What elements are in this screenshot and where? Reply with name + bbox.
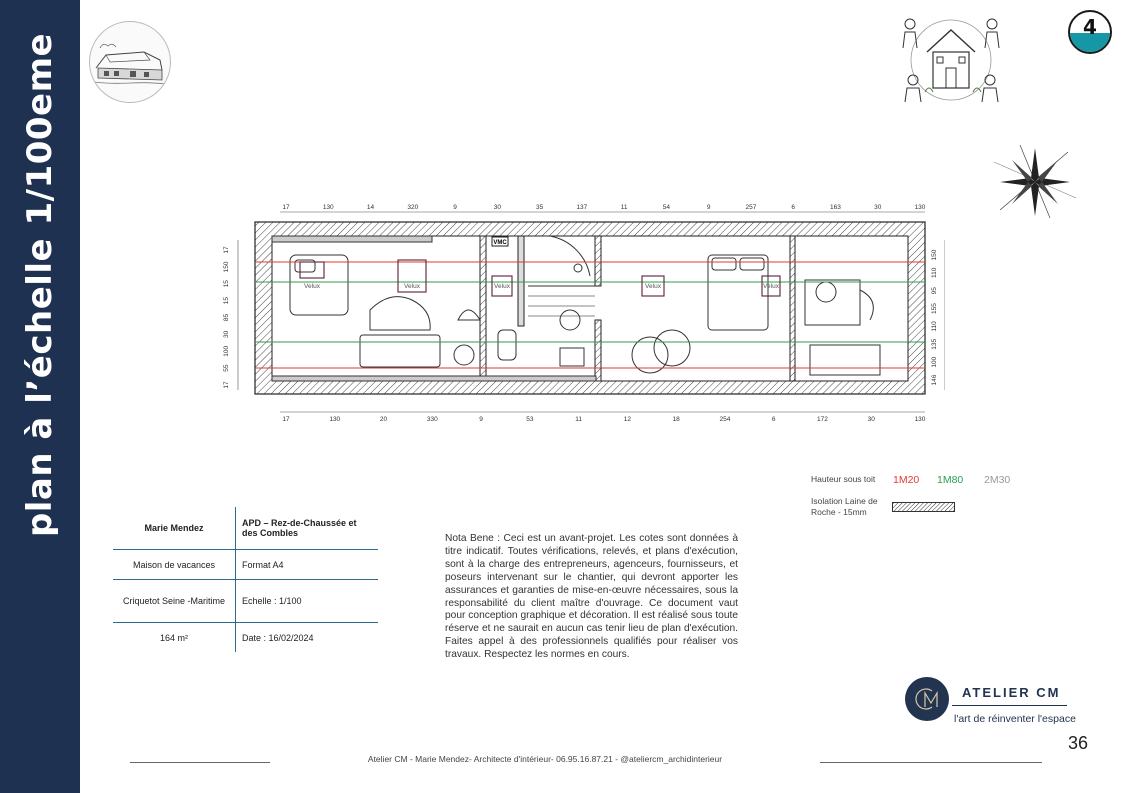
dimension-top: 130: [322, 204, 334, 211]
dimension-top: 320: [407, 204, 419, 211]
velux-label: Velux: [404, 283, 420, 290]
section-number: 4: [1083, 15, 1097, 39]
dimension-left: 150: [223, 261, 230, 273]
dimension-right: 146: [931, 374, 938, 386]
dimension-top: 137: [576, 204, 588, 211]
insulation-hatch-icon: [892, 500, 956, 514]
floor-plan: [210, 200, 945, 430]
dimension-top: 54: [662, 204, 671, 211]
dimension-top: 9: [453, 204, 457, 211]
date: Date : 16/02/2024: [242, 632, 314, 643]
dimension-bottom: 6: [771, 416, 776, 423]
paper-format: Format A4: [236, 550, 379, 580]
dimension-top: 35: [535, 204, 544, 211]
table-row: [113, 550, 378, 580]
project-type: Maison de vacances: [113, 550, 236, 580]
dimension-left: 30: [223, 330, 230, 338]
dimension-top: 14: [366, 204, 375, 211]
dimension-bottom: 20: [379, 416, 388, 423]
section-number-badge: [1068, 10, 1112, 54]
vmc-label: VMC: [493, 240, 507, 246]
dimension-bottom: 11: [575, 416, 582, 423]
dimension-right: 135: [931, 338, 938, 350]
insulation-swatch: [892, 500, 956, 519]
family-house-icon: [895, 12, 1007, 107]
dimension-right: 100: [931, 356, 938, 368]
dimension-left: 100: [223, 345, 230, 357]
floor-plan-drawing: [210, 200, 945, 425]
velux-label: Velux: [763, 283, 779, 290]
dimension-bottom: 30: [867, 416, 875, 423]
dimension-bottom: 9: [479, 416, 483, 423]
table-row: [113, 507, 378, 550]
table-row: [113, 580, 378, 623]
family-house-illustration: [895, 12, 1007, 112]
footer-contact: Atelier CM - Marie Mendez- Architecte d'intérieur- 06.95.16.87.21 - @ateliercm_archidinterieur: [367, 754, 723, 764]
dimension-top: 6: [791, 204, 796, 211]
dimension-bottom: 254: [719, 416, 731, 423]
compass-icon: [990, 140, 1080, 225]
dimension-bottom: 17: [282, 416, 290, 423]
disclaimer-text: Nota Bene : Ceci est un avant-projet. Les cotes sont données à titre indicatif. Toutes vérifications, relevés, et plans d'exécution, sont à la charge des entrepreneurs, agenceurs, fournisseurs, et poseurs intervenant sur le chantier, qui devront apporter les assurances et garanties de mise-en-œuvre nécessaires, sous la responsabilité du client maître d'ouvrage. Ce document vaut pour conception graphique et décoration. Il est réalisé sous toute réserve et ne saurait en aucun cas tenir lieu de plan d'exécution. Faites appel à des professionnels qualifiés pour réaliser vos travaux. Respectez les normes en cours.: [445, 533, 738, 661]
dimension-bottom: 130: [329, 416, 341, 423]
table-row: [113, 623, 378, 653]
dimension-top: 257: [745, 204, 757, 211]
floor-wall: [272, 376, 596, 381]
footer-rule-left: [130, 762, 270, 763]
partition-wall: [480, 236, 486, 381]
dimension-top: 11: [620, 204, 628, 211]
height-1m20: 1M20: [893, 474, 920, 486]
sidebar: [0, 0, 80, 793]
dimension-right: 150: [931, 249, 938, 261]
partition-wall: [518, 236, 524, 326]
dimension-right: 155: [931, 303, 938, 315]
atelier-cm-monogram-logo: [905, 677, 949, 721]
interior-space: [272, 236, 908, 381]
insulation-label: Isolation Laine de Roche - 15mm: [811, 496, 878, 517]
dimension-right: 110: [931, 321, 938, 332]
location: Criquetot Seine -Maritime: [113, 580, 236, 623]
dimension-left: 15: [223, 297, 230, 305]
height-1m80: 1M80: [937, 474, 964, 486]
partition-wall: [595, 236, 601, 286]
phase-title: APD – Rez-de-Chaussée et des Combles: [236, 507, 379, 550]
dimension-left: 85: [223, 313, 230, 322]
compass-rose: [990, 140, 1080, 230]
brand-tagline: l'art de réinventer l'espace: [954, 713, 1076, 725]
project-info-table: [113, 507, 378, 652]
velux-label: Velux: [304, 283, 320, 290]
dimension-top: 9: [706, 204, 711, 211]
dimension-right: 110: [931, 267, 938, 279]
dimension-bottom: 18: [672, 416, 680, 423]
height-2m30: 2M30: [984, 474, 1011, 486]
dimension-left: 55: [223, 364, 230, 372]
velux-label: Velux: [645, 283, 661, 290]
surface-area: 164 m²: [113, 623, 236, 653]
cm-monogram-icon: [905, 677, 949, 721]
dimension-top: 17: [282, 204, 290, 211]
house-sketch-icon: [90, 22, 170, 102]
dimension-bottom: 12: [623, 416, 632, 423]
dimension-bottom: 53: [526, 416, 534, 423]
brand-name: ATELIER CM: [962, 685, 1061, 700]
house-sketch-logo: [89, 21, 171, 103]
dimension-left: 15: [223, 280, 230, 288]
dimension-top: 130: [914, 204, 926, 211]
dimension-bottom: 130: [914, 416, 926, 423]
page-number: 36: [1068, 733, 1089, 753]
dimension-top: 30: [493, 204, 501, 211]
page-title: plan à l’échelle 1/100eme: [20, 32, 60, 538]
scale: Echelle : 1/100: [236, 580, 379, 623]
dimension-bottom: 172: [817, 416, 828, 423]
dimension-top: 163: [830, 204, 841, 211]
partition-wall: [790, 236, 795, 381]
height-legend-label: Hauteur sous toit: [811, 474, 876, 484]
client-name: Marie Mendez: [113, 507, 236, 550]
dimension-right: 95: [931, 287, 938, 295]
dimension-left: 17: [223, 381, 230, 389]
dimension-top: 30: [874, 204, 882, 211]
closet-wall: [272, 236, 432, 242]
dimension-left: 17: [223, 246, 230, 254]
partition-wall: [595, 320, 601, 381]
dimension-bottom: 330: [426, 416, 438, 423]
brand-divider: [952, 705, 1067, 706]
velux-label: Velux: [494, 283, 510, 290]
footer-rule-right: [820, 762, 1042, 763]
